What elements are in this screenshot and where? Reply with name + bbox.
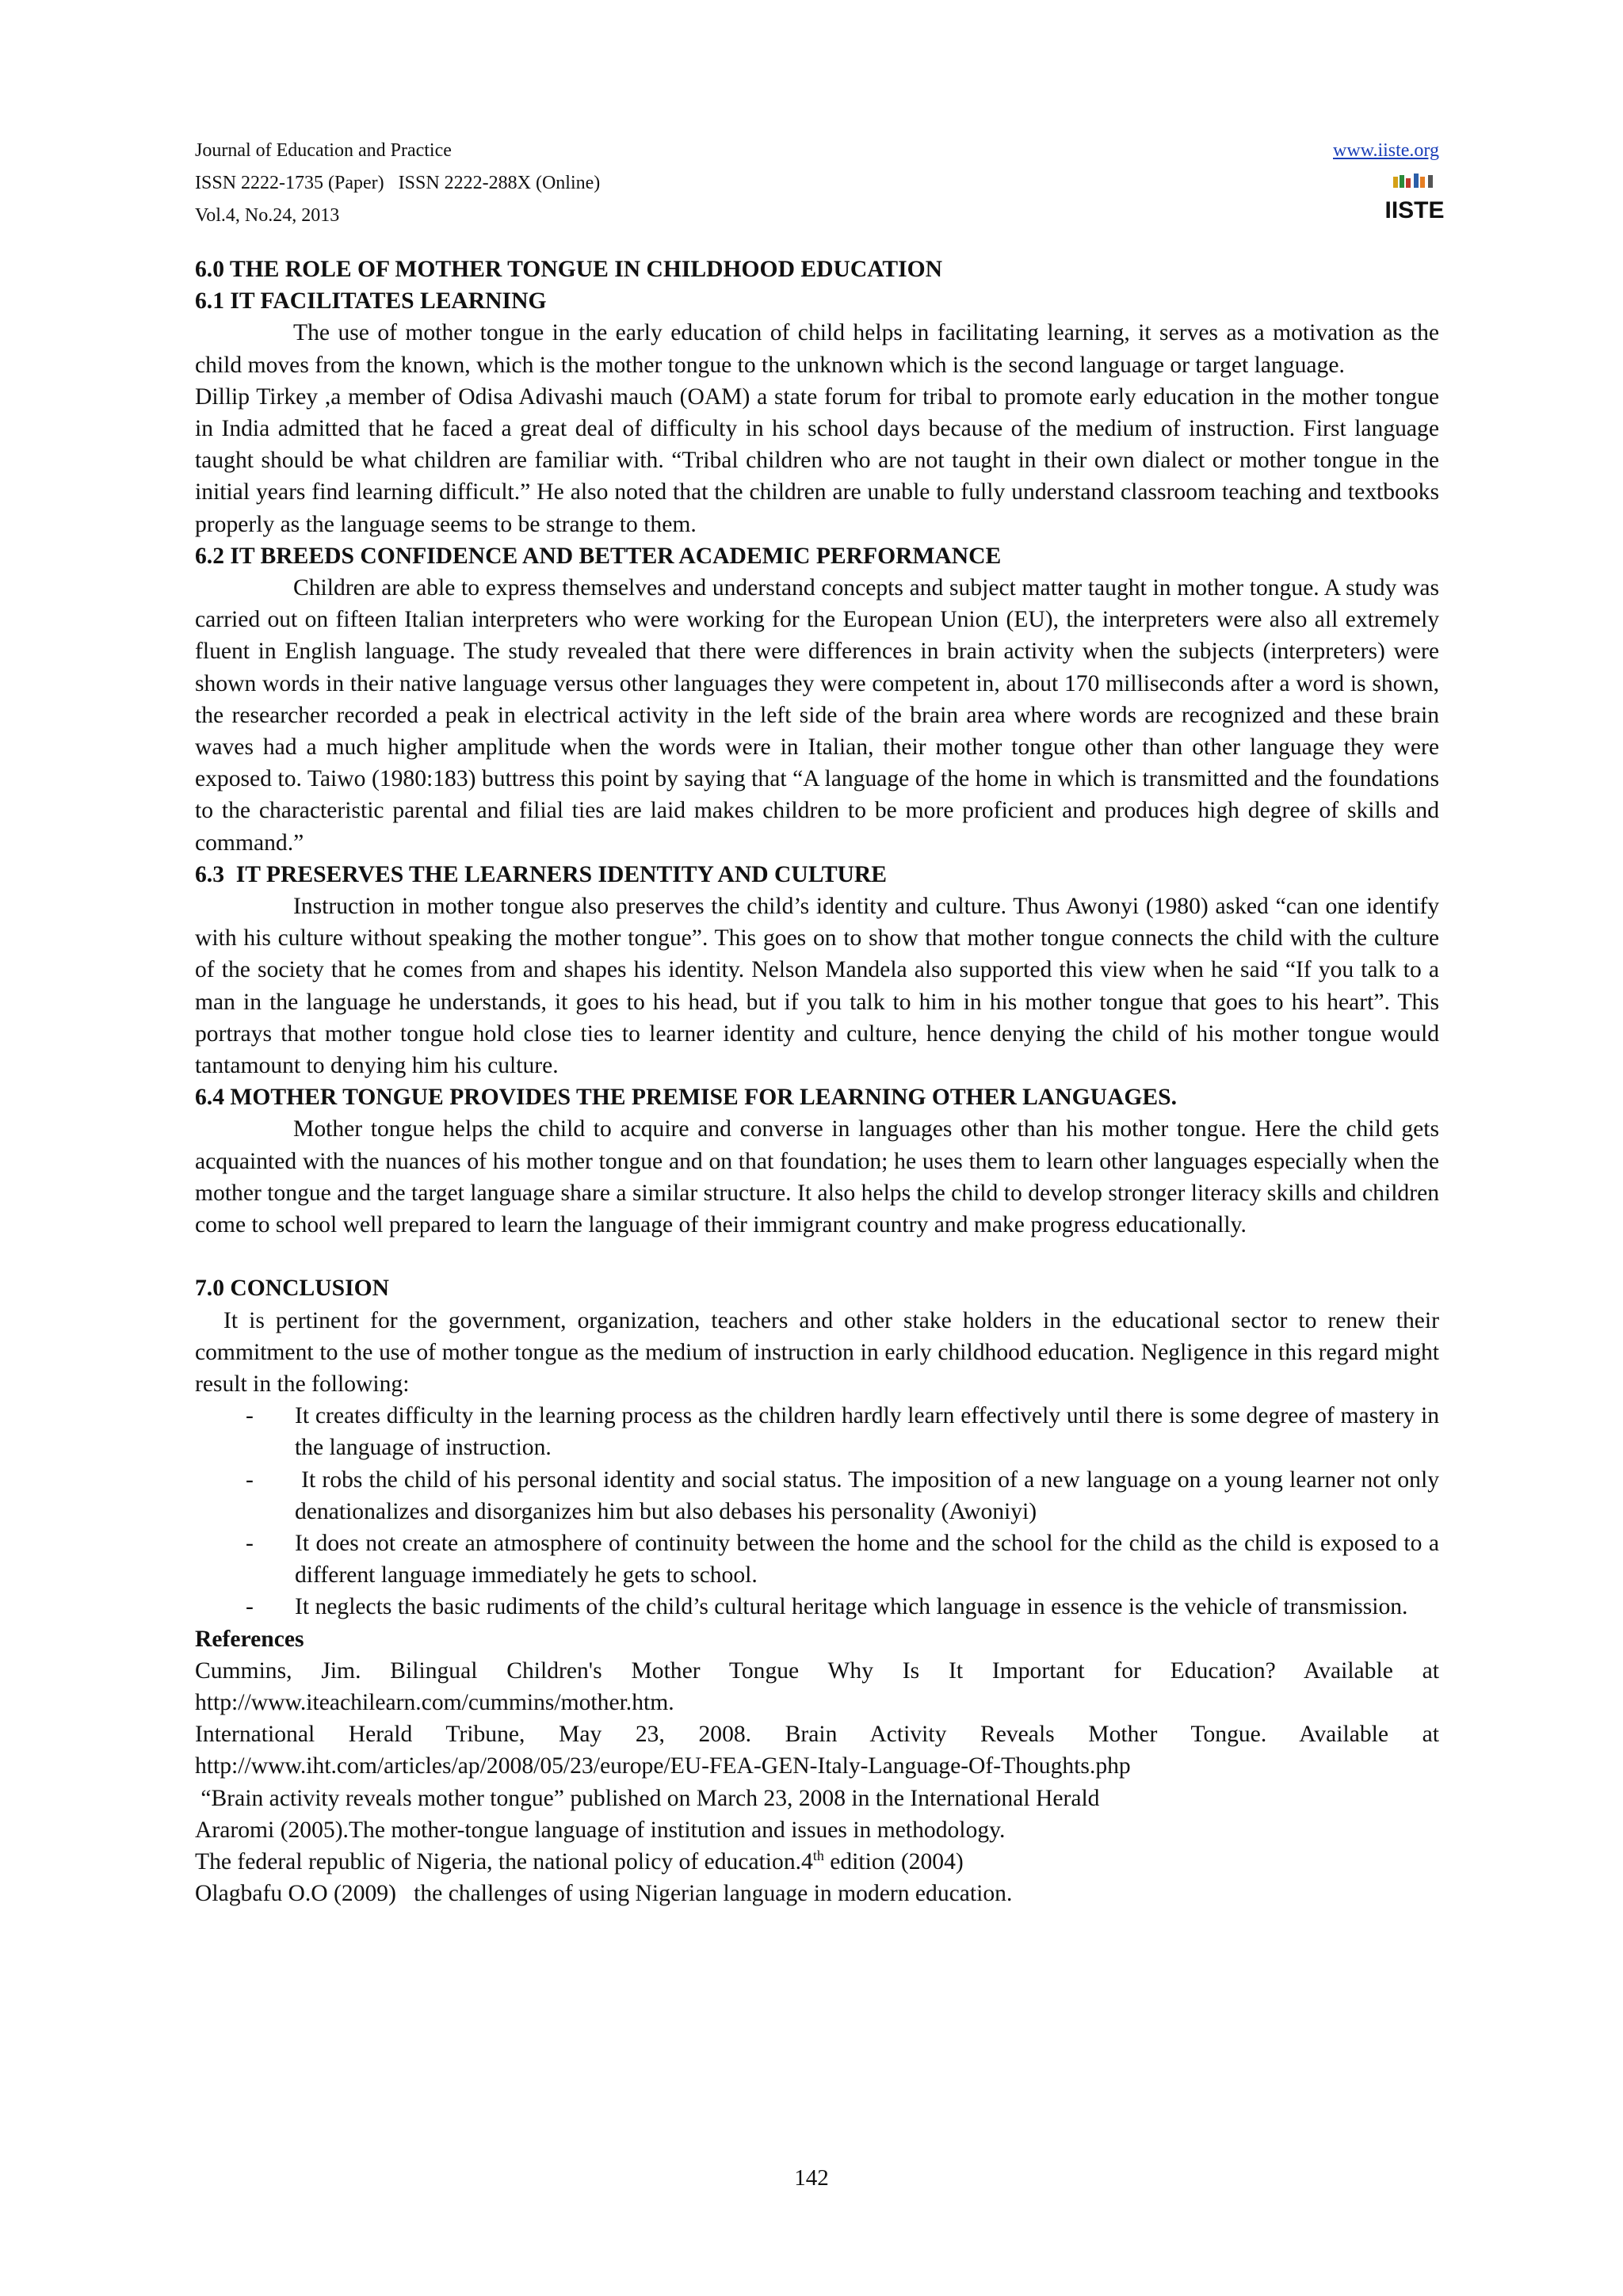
reference-item: Olagbafu O.O (2009) the challenges of using Nigerian language in modern education. <box>195 1881 1013 1907</box>
page-number: 142 <box>794 2165 829 2191</box>
reference-item: Araromi (2005).The mother-tongue language of institution and issues in methodology. <box>195 1817 1006 1843</box>
list-dash: - <box>246 1530 254 1556</box>
section-6-4-heading: 6.4 MOTHER TONGUE PROVIDES THE PREMISE FOR LEARNING OTHER LANGUAGES. <box>195 1085 1178 1111</box>
section-spacer <box>195 1241 1439 1272</box>
list-item: - It creates difficulty in the learning process as the children hardly learn effectively until there is some degree of mastery in the language of instruction. <box>195 1400 1439 1463</box>
reference-item: Cummins, Jim. Bilingual Children's Mother Tongue Why Is It Important for Education? Available at http://www.iteachilearn.com/cummins/mother.htm. <box>195 1657 1439 1715</box>
iiste-logo-icon <box>1384 172 1445 227</box>
header-right <box>1333 135 1445 238</box>
list-dash: - <box>246 1594 254 1620</box>
section-6-4-paragraph: Mother tongue helps the child to acquire and converse in languages other than his mother tongue. Here the child gets acquainted with the nuances of his mother tongue and on that foundation; he uses them to learn other languages especially when the mother tongue and the target language share a similar structure. It also helps the child to develop stronger literacy skills and children come to school well prepared to learn the language of their immigrant country and make progress educationally. <box>195 1116 1439 1238</box>
reference-item: The federal republic of Nigeria, the national policy of education.4th edition (2004) <box>195 1848 964 1875</box>
section-6-1-paragraph-1: The use of mother tongue in the early education of child helps in facilitating learning, it serves as a motivation as the child moves from the known, which is the mother tongue to the unknown which is the second language or target language. <box>195 320 1439 378</box>
section-6-2-heading: 6.2 IT BREEDS CONFIDENCE AND BETTER ACADEMIC PERFORMANCE <box>195 543 1002 569</box>
section-6-2-paragraph: Children are able to express themselves and understand concepts and subject matter taught in mother tongue. A study was carried out on fifteen Italian interpreters who were working for the European Union (EU), the interpreters were also all extremely fluent in English language. The study revealed that there were differences in brain activity when the subjects (interpreters) were shown words in their native language versus other languages they were competent in, about 170 milliseconds after a word is shown, the researcher recorded a peak in electrical activity in the left side of the brain area where words are recognized and these brain waves had a much higher amplitude when the words were in Italian, their mother tongue other than other language they were exposed to. Taiwo (1980:183) buttress this point by saying that “A language of the home in which is transmitted and the foundations to the characteristic parental and filial ties are laid makes children to be more proficient and produces high degree of skills and command.” <box>195 575 1439 856</box>
section-6-3-heading: 6.3 IT PRESERVES THE LEARNERS IDENTITY AND CULTURE <box>195 861 888 887</box>
list-dash: - <box>246 1403 254 1429</box>
section-6-0-heading: 6.0 THE ROLE OF MOTHER TONGUE IN CHILDHOOD EDUCATION <box>195 257 943 282</box>
conclusion-paragraph: It is pertinent for the government, organization, teachers and other stake holders in the educational sector to renew their commitment to the use of mother tongue as the medium of instruction in early childhood education. Negligence in this regard might result in the following: <box>195 1307 1439 1397</box>
article-body <box>195 254 1445 1909</box>
volume-line: Vol.4, No.24, 2013 <box>195 205 340 226</box>
document-page <box>195 135 1445 1909</box>
reference-item: International Herald Tribune, May 23, 2008. Brain Activity Reveals Mother Tongue. Available at http://www.iht.com/articles/ap/2008/05/23/europe/EU-FEA-GEN-Italy-Language-Of-Thoughts.php <box>195 1722 1439 1779</box>
header-left <box>195 135 1439 232</box>
reference-item: “Brain activity reveals mother tongue” published on March 23, 2008 in the International Herald <box>195 1785 1100 1811</box>
section-6-1-heading: 6.1 IT FACILITATES LEARNING <box>195 288 547 315</box>
section-6-1-paragraph-2: Dillip Tirkey ,a member of Odisa Adivashi mauch (OAM) a state forum for tribal to promote early education in the mother tongue in India admitted that he faced a great deal of difficulty in his school days because of the medium of instruction. First language taught should be what children are familiar with. “Tribal children who are not taught in their own dialect or mother tongue in the initial years find learning difficult.” He also noted that the children are unable to fully understand classroom teaching and textbooks properly as the language seems to be strange to them. <box>195 383 1439 537</box>
section-6-3-paragraph: Instruction in mother tongue also preserves the child’s identity and culture. Thus Awonyi (1980) asked “can one identify with his culture without speaking the mother tongue”. This goes on to show that mother tongue connects the child with the culture of the society that he comes from and shapes his identity. Nelson Mandela also supported this view when he said “If you talk to a man in the language he understands, it goes to his head, but if you talk to him in his mother tongue that goes to his heart”. This portrays that mother tongue hold close ties to learner identity and culture, hence denying the child of his mother tongue would tantamount to denying him his culture. <box>195 894 1439 1079</box>
list-item: - It neglects the basic rudiments of the child’s cultural heritage which language in essence is the vehicle of transmission. <box>195 1591 1439 1623</box>
conclusion-list <box>195 1400 1445 1623</box>
list-dash: - <box>246 1466 254 1493</box>
list-item: - It robs the child of his personal identity and social status. The imposition of a new language on a young learner not only denationalizes and disorganizes him but also debases his personality (Awoniyi) <box>195 1464 1439 1527</box>
references-heading: References <box>195 1626 304 1652</box>
list-item: - It does not create an atmosphere of continuity between the home and the school for the child as the child is exposed to a different language immediately he gets to school. <box>195 1527 1439 1591</box>
issn-line: ISSN 2222-1735 (Paper) ISSN 2222-288X (Online) <box>195 173 601 193</box>
website-link[interactable]: www.iiste.org <box>1333 140 1439 161</box>
journal-name: Journal of Education and Practice <box>195 140 452 161</box>
logo-text: IISTE <box>1384 197 1445 223</box>
section-7-0-heading: 7.0 CONCLUSION <box>195 1276 390 1302</box>
page-header <box>195 135 1445 254</box>
